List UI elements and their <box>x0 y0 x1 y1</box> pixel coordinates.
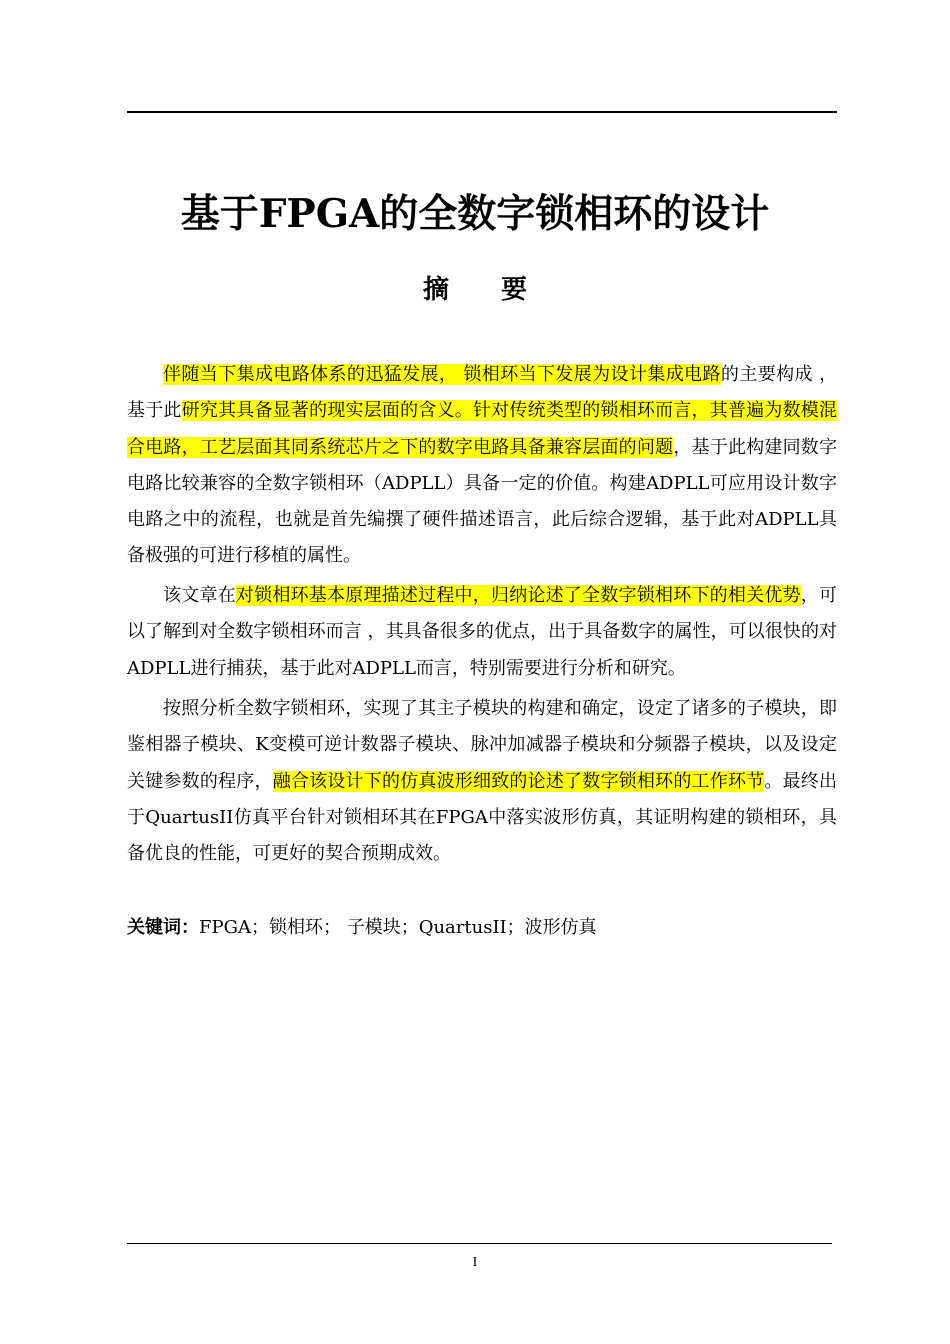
keywords-text: FPGA；锁相环； 子模块；QuartusII；波形仿真 <box>199 917 597 938</box>
body-text: 的主要构成 ，基于此 <box>127 364 838 422</box>
keywords-line <box>127 910 597 946</box>
highlighted-text: 研究其具备显著的现实层面的含义。针对传统类型的锁相环而言，其普遍为数模混合电路，工艺层面其同系统芯片之下的数字电路具备兼容层面的问题 <box>127 400 838 458</box>
abstract-heading: 摘要 <box>422 275 579 305</box>
page-number: I <box>472 1255 478 1270</box>
abstract-paragraph-2 <box>127 578 837 687</box>
body-text: 。最终出于QuartusII仿真平台针对锁相环其在FPGA中落实波形仿真，其证明构建的锁相环，具备优良的性能，可更好的契合预期成效。 <box>127 770 838 865</box>
highlighted-text: 伴随当下集成电路体系的迅猛发展， 锁相环当下发展为设计集成电路 <box>163 364 721 385</box>
highlighted-text: 对锁相环基本原理描述过程中，归纳论述了全数字锁相环下的相关优势 <box>235 585 801 606</box>
footer-rule <box>127 1243 832 1244</box>
document-title: 基于FPGA的全数字锁相环的设计 <box>180 191 770 237</box>
keywords-label: 关键词： <box>127 917 199 938</box>
body-text: 按照分析全数字锁相环，实现了其主子模块的构建和确定，设定了诸多的子模块，即鉴相器子模块、K变模可逆计数器子模块、脉冲加减器子模块和分频器子模块，以及设定关键参数的程序， <box>127 698 837 792</box>
body-text: ，可以了解到对全数字锁相环而言 ，其具备很多的优点，出于具备数字的属性，可以很快的对ADPLL进行捕获，基于此对ADPLL而言，特别需要进行分析和研究。 <box>127 585 838 679</box>
body-text: ，基于此构建同数字电路比较兼容的全数字锁相环（ADPLL）具备一定的价值。构建ADPLL可应用设计数字电路之中的流程，也就是首先编撰了硬件描述语言，此后综合逻辑，基于此对ADPLL具备极强的可进行移植的属性。 <box>127 436 838 567</box>
abstract-paragraph-3 <box>127 691 837 872</box>
header-rule <box>127 111 837 113</box>
body-text: 该文章在 <box>163 585 236 606</box>
highlighted-text: 融合该设计下的仿真波形细致的论述了数字锁相环的工作环节 <box>272 770 765 792</box>
abstract-paragraph-1 <box>127 357 837 575</box>
